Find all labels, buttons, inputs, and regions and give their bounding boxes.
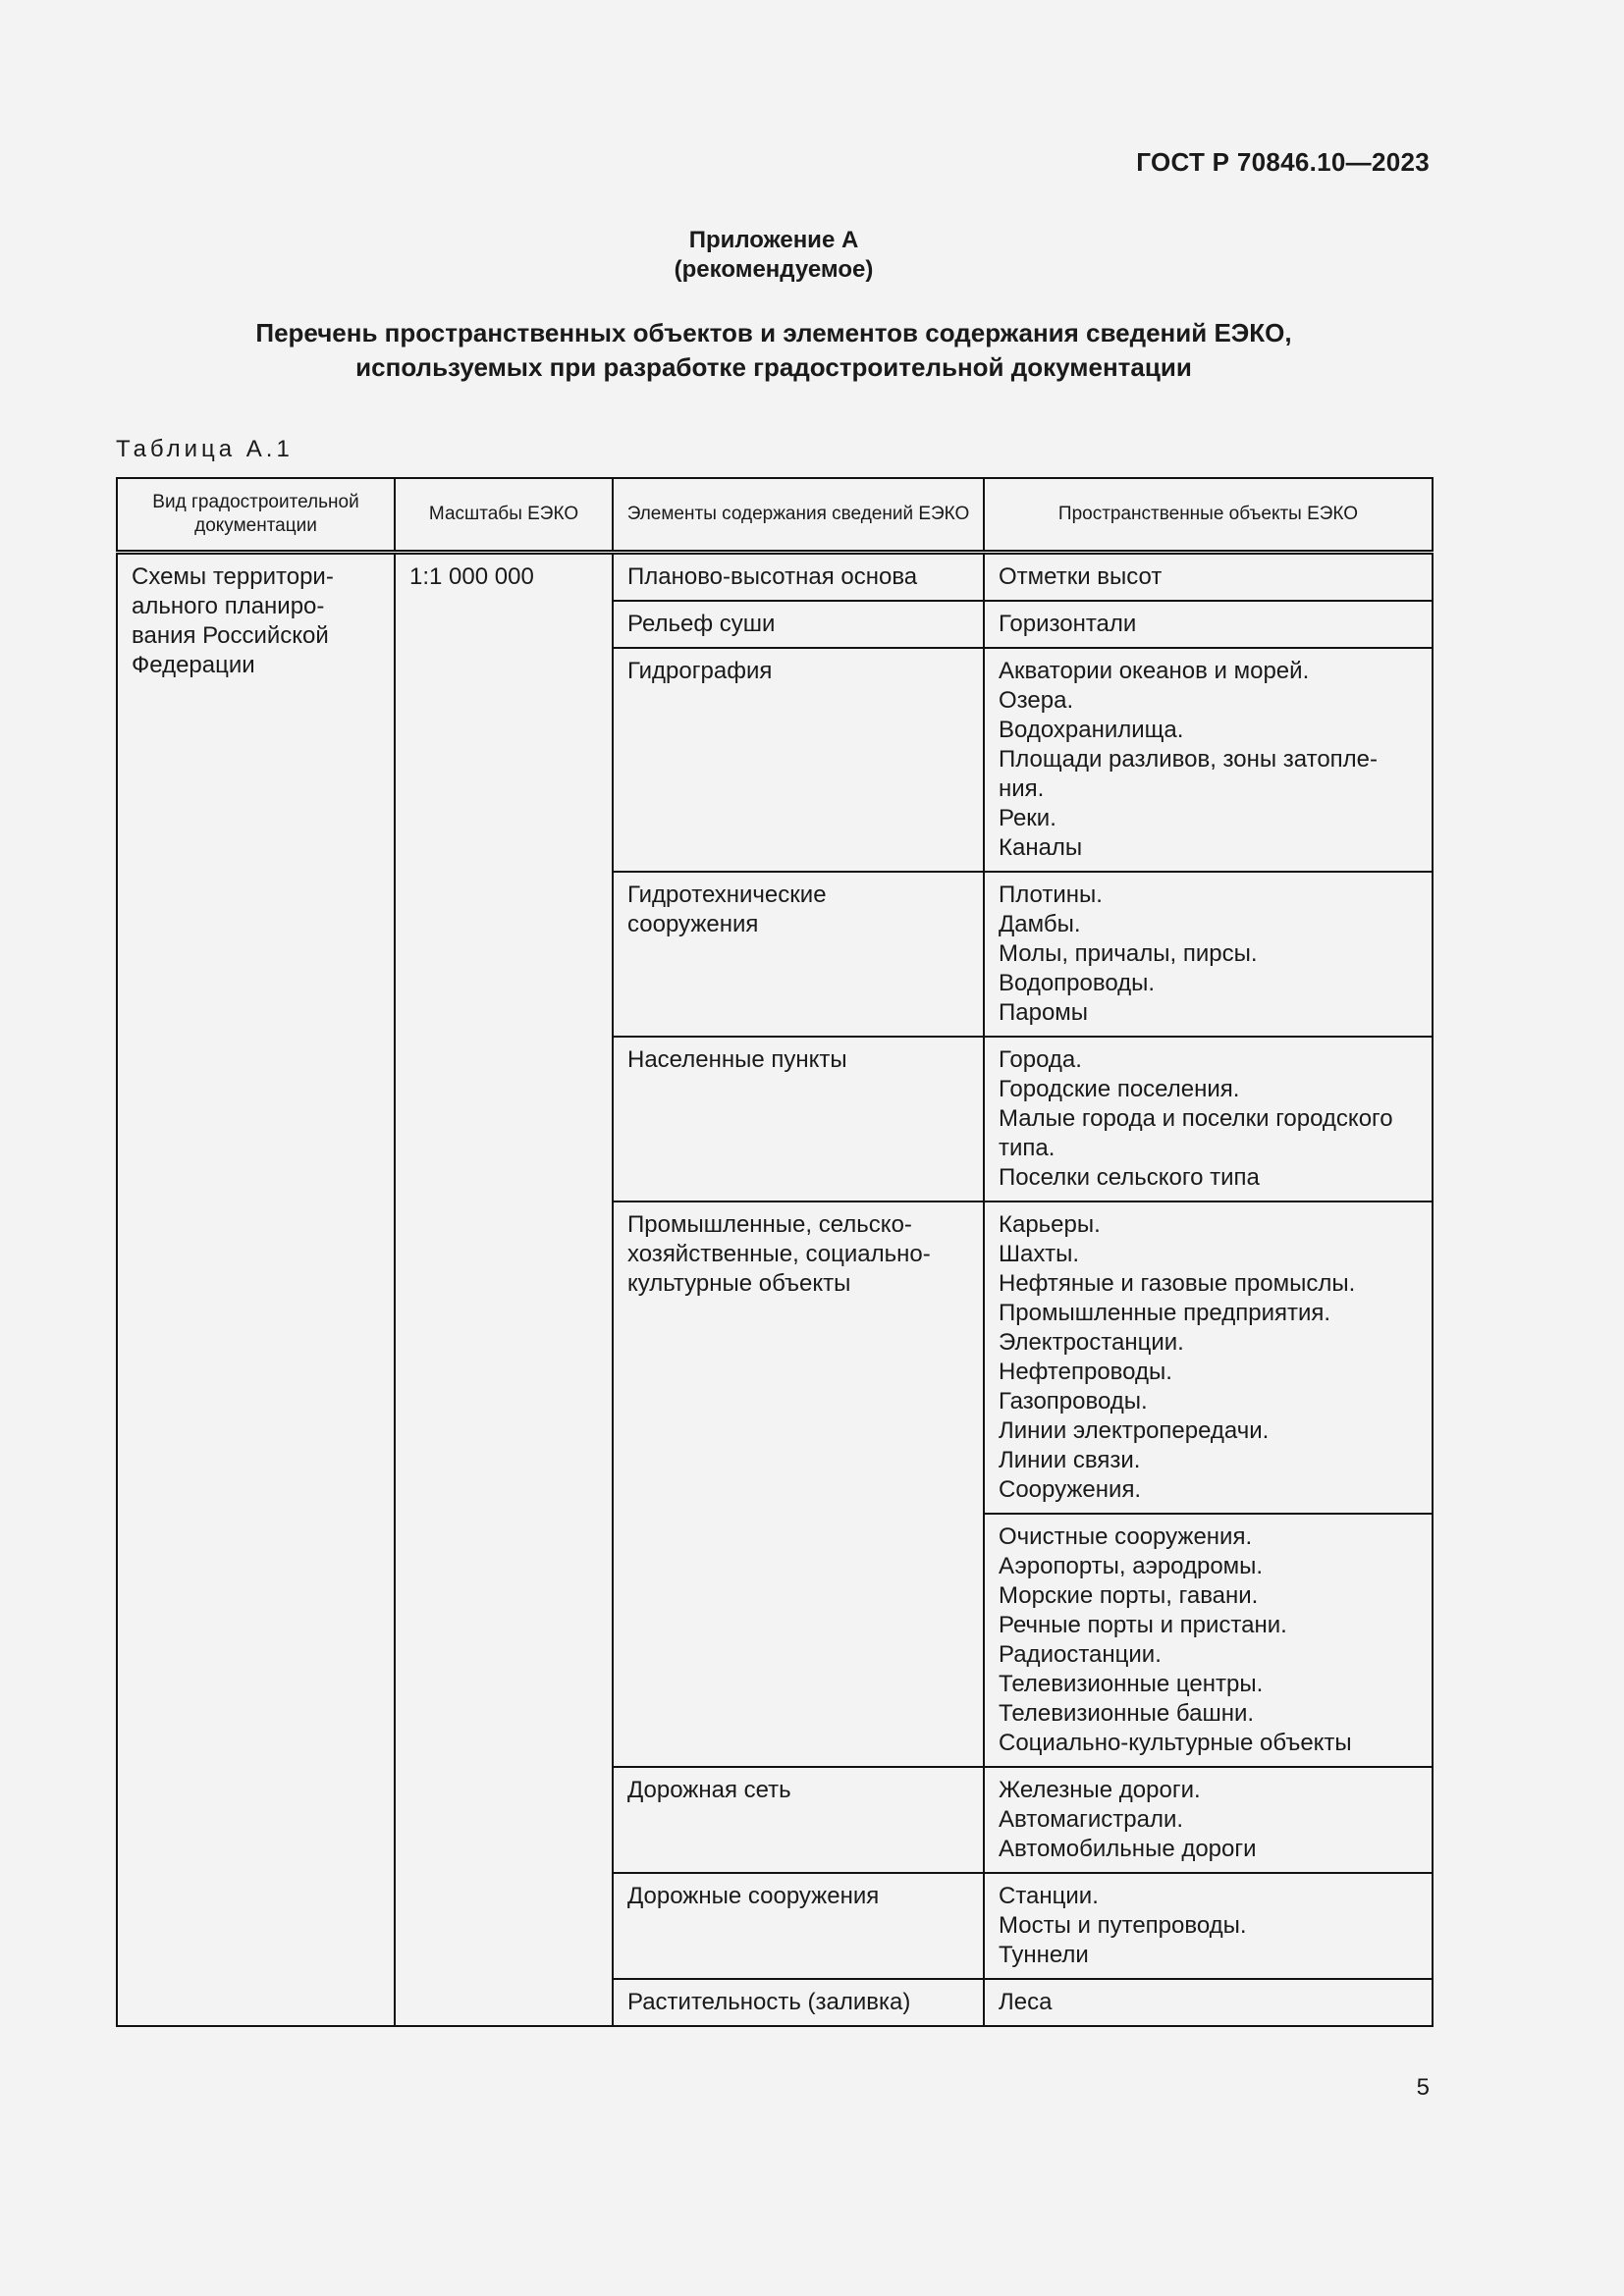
cell-text-line: Промышленные предприятия. <box>999 1300 1331 1326</box>
cell-text-line: Туннели <box>999 1942 1089 1968</box>
cell-text-line: Социально-культурные объекты <box>999 1730 1352 1756</box>
scale-cell: 1:1 000 000 <box>395 553 613 2027</box>
appendix-type: (рекомендуемое) <box>674 256 874 283</box>
cell-text-line: Автомагистрали. <box>999 1806 1184 1833</box>
cell-text-line: Электростанции. <box>999 1329 1184 1356</box>
objects-cell <box>984 1514 1433 1767</box>
cell-text-line: Морские порты, гавани. <box>999 1582 1259 1609</box>
cell-text-line: Мосты и путепроводы. <box>999 1912 1247 1939</box>
cell-text-line: Леса <box>999 1989 1053 2015</box>
cell-text-line: Растительность (заливка) <box>627 1989 911 2015</box>
standard-id: ГОСТ Р 70846.10—2023 <box>1136 147 1430 177</box>
cell-text-line: Площади разливов, зоны затопле- <box>999 746 1379 773</box>
cell-text-line: Города. <box>999 1046 1082 1073</box>
cell-text-line: Каналы <box>999 834 1083 861</box>
cell-text-line: Газопроводы. <box>999 1388 1148 1415</box>
table-body <box>117 553 1433 2027</box>
column-header-elements: Элементы содержания сведений ЕЭКО <box>613 478 984 553</box>
cell-text-line: Федерации <box>132 652 255 678</box>
cell-text-line: Телевизионные башни. <box>999 1700 1255 1727</box>
objects-cell <box>984 553 1433 602</box>
cell-text-line: Схемы территори- <box>132 563 334 590</box>
cell-text-line: Нефтепроводы. <box>999 1359 1172 1385</box>
cell-text-line: Промышленные, сельско- <box>627 1211 912 1238</box>
cell-text-line: Малые города и поселки городского <box>999 1105 1393 1132</box>
cell-text-line: хозяйственные, социально- <box>627 1241 931 1267</box>
cell-text-line: Железные дороги. <box>999 1777 1201 1803</box>
element-cell <box>613 1201 984 1767</box>
element-cell <box>613 1037 984 1201</box>
element-cell <box>613 601 984 648</box>
cell-text-line: Речные порты и пристани. <box>999 1612 1287 1638</box>
cell-text-line: Водопроводы. <box>999 970 1156 996</box>
cell-text-line: Автомобильные дороги <box>999 1836 1257 1862</box>
cell-text-line: Водохранилища. <box>999 717 1184 743</box>
cell-text-line: Рельеф суши <box>627 611 776 637</box>
cell-text-line: Дорожные сооружения <box>627 1883 880 1909</box>
cell-text-line: Молы, причалы, пирсы. <box>999 940 1258 967</box>
cell-text-line: Горизонтали <box>999 611 1137 637</box>
column-header-doc-type: Вид градостроительной документации <box>117 478 395 553</box>
cell-text-line: Поселки сельского типа <box>999 1164 1260 1191</box>
objects-table <box>116 477 1434 2027</box>
cell-text-line: Радиостанции. <box>999 1641 1162 1668</box>
cell-text-line: Линии связи. <box>999 1447 1141 1473</box>
element-cell <box>613 1979 984 2026</box>
cell-text-line: Паромы <box>999 999 1089 1026</box>
cell-text-line: Сооружения. <box>999 1476 1142 1503</box>
document-title <box>0 316 1547 385</box>
cell-text-line: Шахты. <box>999 1241 1079 1267</box>
cell-text-line: Населенные пункты <box>627 1046 847 1073</box>
objects-cell <box>984 872 1433 1037</box>
cell-text-line: Реки. <box>999 805 1056 831</box>
column-header-objects: Пространственные объекты ЕЭКО <box>984 478 1433 553</box>
cell-text-line: Очистные сооружения. <box>999 1523 1253 1550</box>
cell-text-line: Плотины. <box>999 881 1103 908</box>
cell-text-line: Акватории океанов и морей. <box>999 658 1310 684</box>
doc-type-cell <box>117 553 395 2027</box>
document-title-line: Перечень пространственных объектов и элементов содержания сведений ЕЭКО, <box>255 318 1292 347</box>
document-title-line: используемых при разработке градостроительной документации <box>355 352 1192 382</box>
objects-cell <box>984 648 1433 872</box>
cell-text-line: Городские поселения. <box>999 1076 1240 1102</box>
cell-text-line: вания Российской <box>132 622 329 649</box>
table-caption: Таблица А.1 <box>116 436 294 462</box>
element-cell <box>613 553 984 602</box>
cell-text-line: Гидрография <box>627 658 773 684</box>
cell-text-line: Озера. <box>999 687 1074 714</box>
cell-text-line: Аэропорты, аэродромы. <box>999 1553 1264 1579</box>
objects-cell <box>984 1873 1433 1979</box>
column-header-scale: Масштабы ЕЭКО <box>395 478 613 553</box>
cell-text-line: Дорожная сеть <box>627 1777 791 1803</box>
cell-text-line: Нефтяные и газовые промыслы. <box>999 1270 1356 1297</box>
cell-text-line: Карьеры. <box>999 1211 1101 1238</box>
element-cell <box>613 1873 984 1979</box>
objects-cell <box>984 1037 1433 1201</box>
cell-text-line: Отметки высот <box>999 563 1163 590</box>
cell-text-line: ального планиро- <box>132 593 325 619</box>
objects-cell <box>984 1979 1433 2026</box>
cell-text-line: ния. <box>999 775 1045 802</box>
objects-cell <box>984 1767 1433 1873</box>
objects-cell <box>984 601 1433 648</box>
cell-text-line: Дамбы. <box>999 911 1081 937</box>
cell-text-line: культурные объекты <box>627 1270 851 1297</box>
page-number: 5 <box>1416 2074 1430 2101</box>
cell-text-line: типа. <box>999 1135 1056 1161</box>
cell-text-line: сооружения <box>627 911 759 937</box>
table-header-row <box>117 478 1433 553</box>
objects-cell <box>984 1201 1433 1514</box>
cell-text-line: Телевизионные центры. <box>999 1671 1264 1697</box>
element-cell <box>613 872 984 1037</box>
element-cell <box>613 1767 984 1873</box>
appendix-label: Приложение А <box>688 227 859 253</box>
cell-text-line: Линии электропередачи. <box>999 1417 1270 1444</box>
appendix-heading <box>0 226 1547 285</box>
cell-text-line: Планово-высотная основа <box>627 563 918 590</box>
cell-text-line: Станции. <box>999 1883 1099 1909</box>
table-row <box>117 553 1433 602</box>
element-cell <box>613 648 984 872</box>
cell-text-line: Гидротехнические <box>627 881 827 908</box>
